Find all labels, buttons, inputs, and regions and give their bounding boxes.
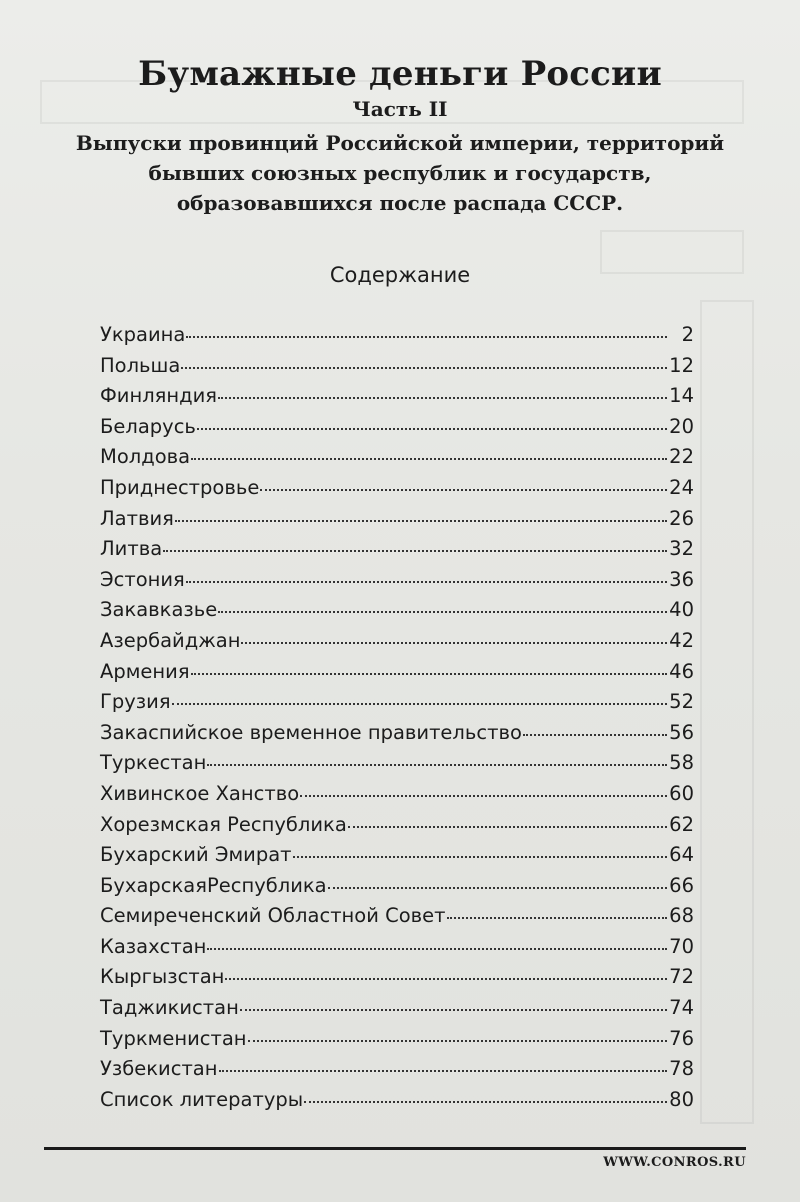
toc-item — [100, 1054, 694, 1085]
toc-item — [100, 504, 694, 535]
toc-item-page: 76 — [669, 1026, 694, 1050]
toc-item-label: Туркестан — [100, 751, 207, 775]
toc-item-label: Польша — [100, 353, 181, 377]
toc-item-page: 60 — [669, 781, 694, 805]
toc-item-page: 58 — [669, 751, 694, 775]
toc-item-page: 42 — [669, 628, 694, 652]
toc-item — [100, 748, 694, 779]
toc-leader-dots — [207, 942, 667, 950]
toc-item — [100, 351, 694, 382]
toc-item — [100, 810, 694, 841]
toc-leader-dots — [304, 1095, 667, 1103]
toc-leader-dots — [207, 758, 667, 766]
toc-item-page: 12 — [669, 353, 694, 377]
toc-leader-dots — [225, 972, 667, 980]
toc-leader-dots — [191, 452, 667, 460]
toc-leader-dots — [300, 789, 667, 797]
toc-leader-dots — [191, 667, 667, 675]
toc-item-page: 36 — [669, 567, 694, 591]
toc-leader-dots — [175, 514, 667, 522]
toc-item-page: 46 — [669, 659, 694, 683]
book-title: Бумажные деньги России — [138, 54, 662, 94]
toc-item-page: 68 — [669, 904, 694, 928]
toc-item — [100, 595, 694, 626]
toc-item — [100, 657, 694, 688]
toc-item-label: Приднестровье — [100, 475, 260, 499]
show-through-frame — [700, 300, 754, 1124]
footer-rule — [44, 1147, 746, 1150]
toc-leader-dots — [218, 391, 667, 399]
toc-item-label: Армения — [100, 659, 190, 683]
toc-item-label: Хорезмская Республика — [100, 812, 347, 836]
toc-item-page: 72 — [669, 965, 694, 989]
toc-item — [100, 962, 694, 993]
toc-leader-dots — [328, 881, 667, 889]
toc-item — [100, 718, 694, 749]
toc-item-page: 74 — [669, 996, 694, 1020]
toc-leader-dots — [260, 483, 667, 491]
toc-item — [100, 473, 694, 504]
toc-item-page: 24 — [669, 475, 694, 499]
toc-item — [100, 381, 694, 412]
toc-item-page: 52 — [669, 690, 694, 714]
toc-item — [100, 687, 694, 718]
toc-leader-dots — [218, 605, 667, 613]
toc-leader-dots — [172, 697, 667, 705]
toc-leader-dots — [348, 820, 667, 828]
toc-item-label: Кыргызстан — [100, 965, 225, 989]
toc-item-page: 20 — [669, 414, 694, 438]
page-header — [0, 52, 800, 218]
toc-item-page: 80 — [669, 1087, 694, 1111]
toc-item-label: Семиреченский Областной Совет — [100, 904, 446, 928]
toc-item-page: 62 — [669, 812, 694, 836]
toc-item — [100, 626, 694, 657]
toc-item-page: 64 — [669, 843, 694, 867]
toc-leader-dots — [447, 911, 668, 919]
toc-leader-dots — [248, 1034, 667, 1042]
toc-item-label: Литва — [100, 537, 163, 561]
toc-leader-dots — [240, 1003, 667, 1011]
toc-item-label: Финляндия — [100, 384, 218, 408]
footer-url: WWW.CONROS.RU — [603, 1155, 746, 1170]
toc-leader-dots — [186, 575, 667, 583]
toc-item — [100, 871, 694, 902]
book-part: Часть II — [352, 97, 448, 121]
toc-item-label: Казахстан — [100, 934, 207, 958]
toc-item — [100, 320, 694, 351]
toc-item — [100, 1085, 694, 1116]
toc-item — [100, 534, 694, 565]
toc-item-label: Латвия — [100, 506, 174, 530]
toc-item — [100, 840, 694, 871]
toc-leader-dots — [197, 422, 667, 430]
toc-item-label: Список литературы — [100, 1087, 304, 1111]
toc-item-label: Закавказье — [100, 598, 218, 622]
toc-item-page: 32 — [669, 537, 694, 561]
toc-item-label: Эстония — [100, 567, 185, 591]
toc-item — [100, 993, 694, 1024]
toc-item-page: 26 — [669, 506, 694, 530]
toc-item-label: Узбекистан — [100, 1057, 218, 1081]
book-subtitle: Выпуски провинций Российской империи, территорий бывших союзных республик и государств, образовавшихся после распада СССР. — [75, 131, 725, 215]
toc-item — [100, 1024, 694, 1055]
toc-item-label: Украина — [100, 323, 186, 346]
toc-item-label: БухарскаяРеспублика — [100, 873, 327, 897]
toc-item — [100, 412, 694, 443]
toc-item — [100, 565, 694, 596]
toc-item-page: 78 — [669, 1057, 694, 1081]
toc-item-label: Бухарский Эмират — [100, 843, 292, 867]
toc-item-label: Беларусь — [100, 414, 196, 438]
toc-leader-dots — [181, 361, 667, 369]
toc-item — [100, 442, 694, 473]
toc-item-label: Хивинское Ханство — [100, 781, 300, 805]
toc-item-label: Молдова — [100, 445, 191, 469]
toc-item-page: 40 — [669, 598, 694, 622]
toc-leader-dots — [293, 850, 667, 858]
toc-item-page: 66 — [669, 873, 694, 897]
toc-item-page: 70 — [669, 934, 694, 958]
toc-leader-dots — [241, 636, 667, 644]
toc-item-label: Грузия — [100, 690, 171, 714]
toc-item-label: Азербайджан — [100, 628, 241, 652]
toc-item — [100, 779, 694, 810]
toc-item-label: Закаспийское временное правительство — [100, 720, 522, 744]
toc-leader-dots — [186, 330, 667, 338]
toc-item-label: Таджикистан — [100, 996, 239, 1020]
toc-leader-dots — [523, 728, 667, 736]
toc-item-page: 56 — [669, 720, 694, 744]
toc-item-page: 22 — [669, 445, 694, 469]
toc-item-page: 14 — [669, 384, 694, 408]
toc-leader-dots — [163, 544, 667, 552]
toc-heading: Содержание — [329, 263, 471, 287]
toc-item-page: 2 — [681, 323, 694, 346]
table-of-contents — [100, 320, 694, 1115]
toc-item-label: Туркменистан — [100, 1026, 247, 1050]
toc-leader-dots — [219, 1064, 667, 1072]
toc-item — [100, 901, 694, 932]
toc-item — [100, 932, 694, 963]
